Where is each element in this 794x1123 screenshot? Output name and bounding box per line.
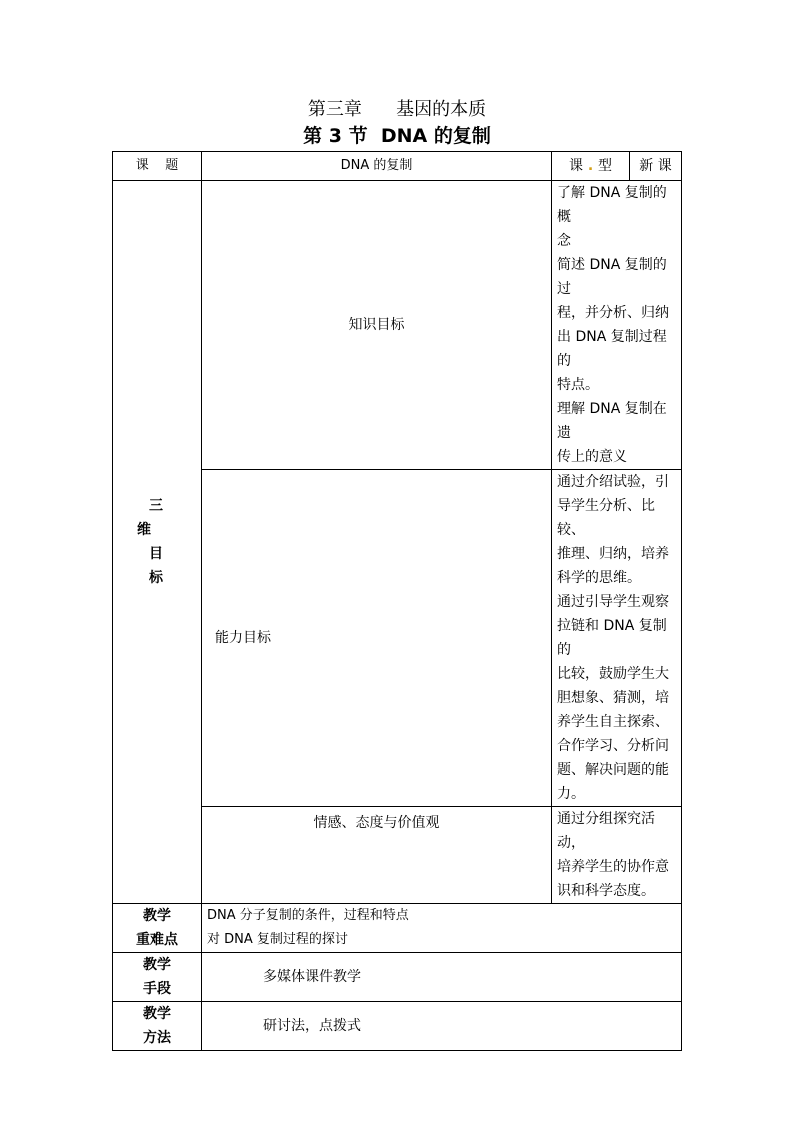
key-points-label-line: 教学 — [143, 908, 171, 924]
type-label — [552, 152, 630, 181]
type-value: 新 课 — [630, 152, 682, 181]
goal-char-4: 标 — [149, 570, 163, 586]
lesson-plan-table — [112, 151, 682, 1051]
topic-label: 课 题 — [113, 152, 202, 181]
knowledge-line: 程，并分析、归纳 — [557, 305, 669, 321]
emotion-goal-label: 情感、态度与价值观 — [202, 807, 552, 904]
means-label-line: 手段 — [143, 981, 171, 997]
key-point-line: 对 DNA 复制过程的探讨 — [207, 932, 348, 947]
type-label-mark: . — [582, 158, 599, 174]
knowledge-goal-content — [552, 181, 682, 470]
ability-goal-label: 能力目标 — [202, 470, 552, 807]
emotion-line: 通过分组探究活动， — [557, 811, 655, 851]
chapter-title: 第三章 基因的本质 — [307, 99, 487, 120]
knowledge-line: 了解 DNA 复制的概 — [557, 185, 667, 225]
ability-line: 合作学习、分析问 — [557, 738, 669, 754]
ability-line: 养学生自主探索、 — [557, 714, 669, 730]
goal-char-1: 三 — [149, 498, 163, 514]
means-row — [113, 953, 682, 1002]
means-label-line: 教学 — [143, 957, 171, 973]
method-label-line: 教学 — [143, 1006, 171, 1022]
emotion-line: 识和科学态度。 — [557, 883, 655, 899]
emotion-goal-content — [552, 807, 682, 904]
ability-line: 导学生分析、比较、 — [557, 498, 655, 538]
goal-char-3: 目 — [149, 546, 163, 562]
means-label — [113, 953, 202, 1002]
ability-line: 拉链和 DNA 复制的 — [557, 618, 667, 658]
type-label-a: 课 — [568, 158, 583, 174]
knowledge-line: 简述 DNA 复制的过 — [557, 257, 667, 297]
ability-line: 通过介绍试验，引 — [557, 474, 669, 490]
ability-line: 推理、归纳，培养 — [557, 546, 669, 562]
key-point-line: DNA 分子复制的条件，过程和特点 — [207, 908, 409, 923]
three-goals-label — [113, 181, 202, 904]
ability-line: 胆想象、猜测，培 — [557, 690, 669, 706]
method-label-line: 方法 — [143, 1030, 171, 1046]
knowledge-goal-row — [113, 181, 682, 470]
knowledge-line: 理解 DNA 复制在遗 — [557, 401, 667, 441]
knowledge-line: 念 — [557, 233, 571, 249]
means-content: 多媒体课件教学 — [202, 953, 682, 1002]
key-points-label-line: 重难点 — [136, 932, 178, 948]
section-title: 第 3 节 DNA 的复制 — [303, 125, 491, 147]
knowledge-line: 传上的意义 — [557, 449, 627, 465]
knowledge-line: 出 DNA 复制过程的 — [557, 329, 667, 369]
ability-line: 通过引导学生观察 — [557, 594, 669, 610]
ability-goal-content — [552, 470, 682, 807]
ability-line: 比较，鼓励学生大 — [557, 666, 669, 682]
emotion-line: 培养学生的协作意 — [557, 859, 669, 875]
ability-line: 力。 — [557, 786, 585, 802]
method-label — [113, 1002, 202, 1051]
method-content: 研讨法，点拨式 — [202, 1002, 682, 1051]
goal-char-2: 维 — [137, 522, 151, 538]
method-row — [113, 1002, 682, 1051]
ability-line: 题、解决问题的能 — [557, 762, 669, 778]
type-label-b: 型 — [598, 158, 613, 174]
topic-value: DNA 的复制 — [202, 152, 552, 181]
key-points-content — [202, 904, 682, 953]
key-points-row — [113, 904, 682, 953]
ability-line: 科学的思维。 — [557, 570, 641, 586]
knowledge-line: 特点。 — [557, 377, 599, 393]
topic-row — [113, 152, 682, 181]
key-points-label — [113, 904, 202, 953]
knowledge-goal-label: 知识目标 — [202, 181, 552, 470]
